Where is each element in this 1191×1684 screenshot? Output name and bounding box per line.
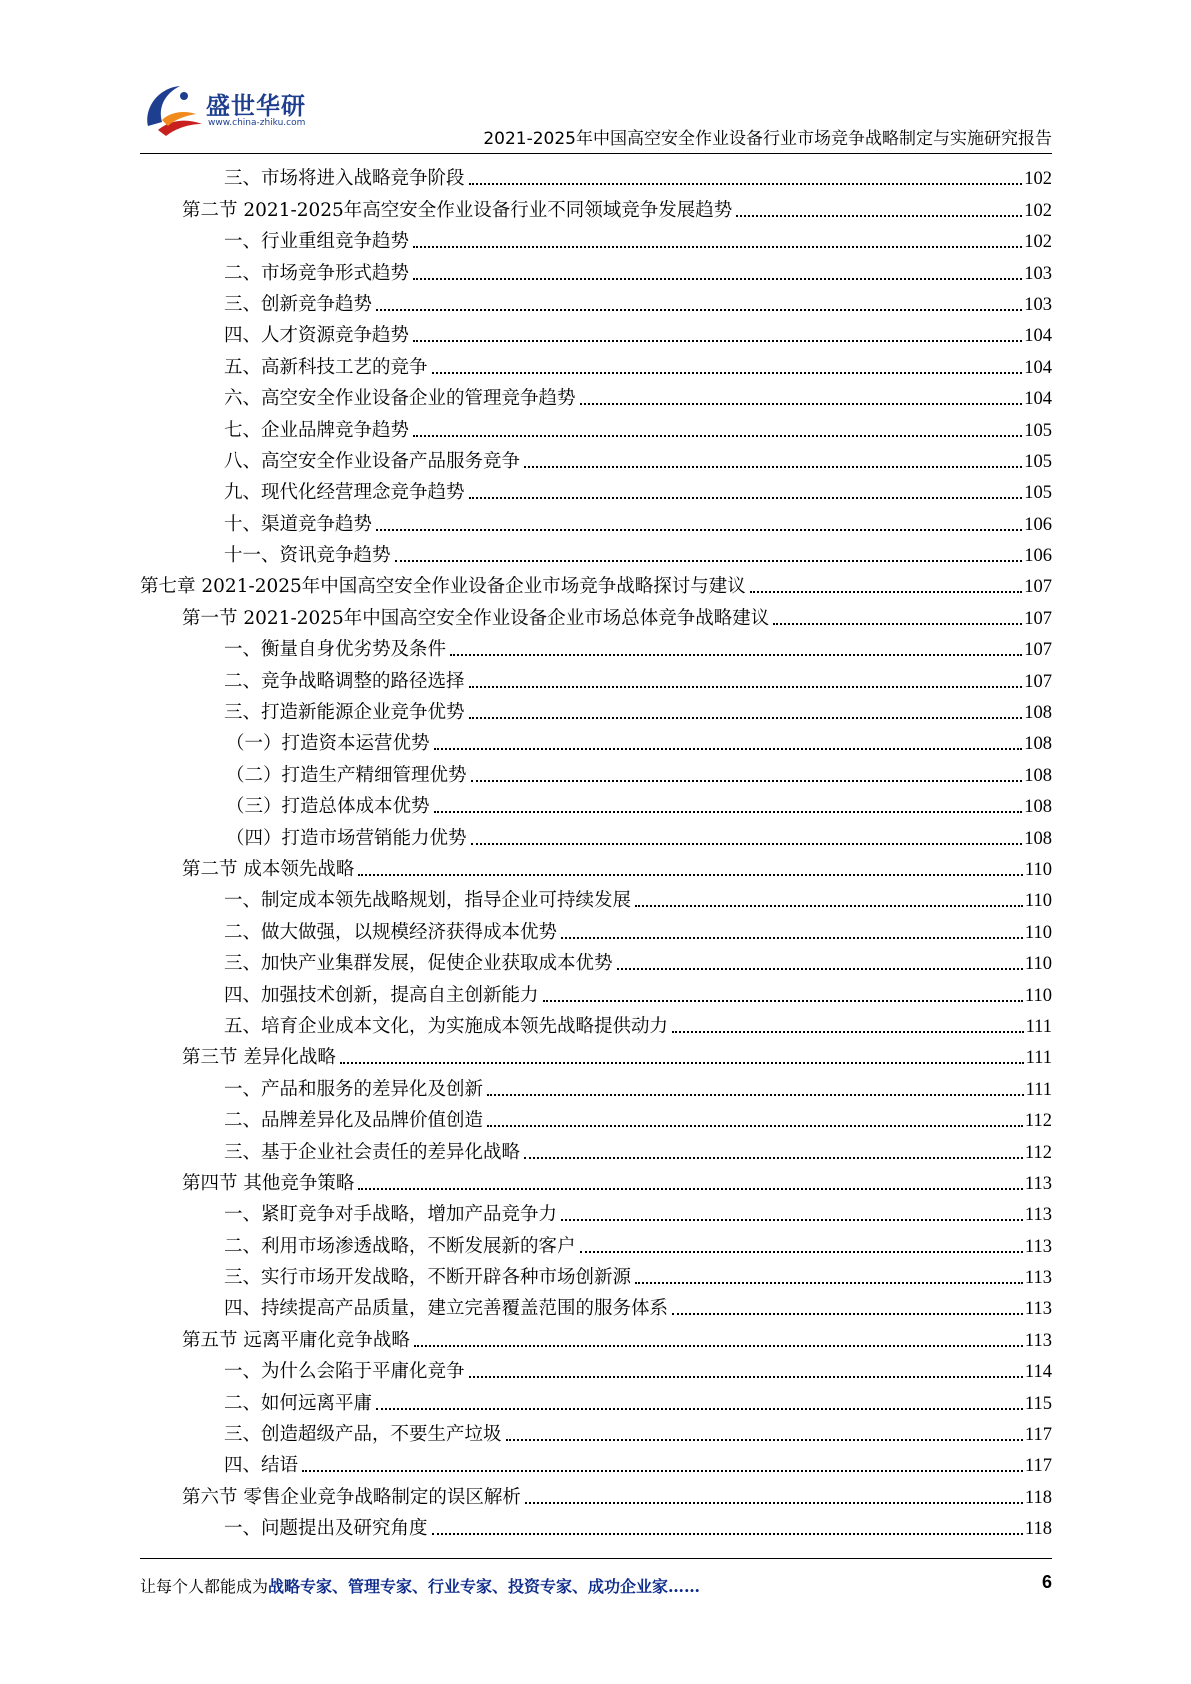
toc-entry[interactable] (140, 725, 1052, 756)
toc-entry-page: 103 (1024, 294, 1052, 315)
toc-entry-label: （一）打造资本运营优势 (226, 733, 430, 755)
toc-entry-label: 七、企业品牌竞争趋势 (224, 419, 410, 441)
toc-entry-label: 四、加强技术创新，提高自主创新能力 (224, 984, 539, 1006)
toc-entry-label: 五、培育企业成本文化，为实施成本领先战略提供动力 (224, 1015, 669, 1037)
toc-entry-page: 102 (1024, 232, 1052, 253)
toc-dot-leader (432, 1533, 1023, 1535)
toc-entry-label: 一、衡量自身优劣势及条件 (224, 639, 447, 661)
toc-entry-label: 第七章 2021-2025年中国高空安全作业设备企业市场竞争战略探讨与建议 (140, 576, 746, 598)
toc-dot-leader (413, 340, 1022, 342)
toc-entry[interactable] (140, 505, 1052, 536)
toc-dot-leader (302, 1470, 1023, 1472)
toc-entry[interactable] (140, 380, 1052, 411)
toc-entry-page: 113 (1024, 1268, 1052, 1289)
toc-entry[interactable] (140, 1133, 1052, 1164)
toc-entry-label: 二、如何远离平庸 (224, 1392, 373, 1414)
toc-dot-leader (376, 309, 1022, 311)
toc-entry-label: 九、现代化经营理念竞争趋势 (224, 482, 465, 504)
toc-entry-label: 六、高空安全作业设备企业的管理竞争趋势 (224, 388, 576, 410)
toc-entry[interactable] (140, 882, 1052, 913)
toc-entry-page: 118 (1024, 1487, 1052, 1508)
toc-entry-page: 105 (1024, 420, 1052, 441)
toc-entry-page: 110 (1024, 891, 1052, 912)
toc-entry[interactable] (140, 1227, 1052, 1258)
toc-entry-label: （二）打造生产精细管理优势 (226, 764, 467, 786)
report-title: 2021-2025年中国高空安全作业设备行业市场竞争战略制定与实施研究报告 (483, 129, 1052, 149)
toc-entry-page: 113 (1024, 1173, 1052, 1194)
table-of-contents (140, 160, 1052, 1541)
toc-entry-page: 107 (1024, 671, 1052, 692)
toc-dot-leader (580, 403, 1023, 405)
toc-entry-page: 111 (1025, 1079, 1052, 1100)
toc-entry-page: 118 (1024, 1519, 1052, 1540)
toc-entry-page: 110 (1024, 859, 1052, 880)
toc-dot-leader (413, 435, 1022, 437)
toc-dot-leader (506, 1439, 1023, 1441)
toc-entry[interactable] (140, 286, 1052, 317)
toc-dot-leader (376, 1408, 1023, 1410)
footer-divider (140, 1558, 1052, 1559)
toc-entry[interactable] (140, 348, 1052, 379)
toc-entry-label: 十一、资讯竞争趋势 (224, 545, 391, 567)
toc-entry-label: 二、利用市场渗透战略，不断发展新的客户 (224, 1235, 576, 1257)
toc-entry-page: 117 (1024, 1456, 1052, 1477)
toc-entry[interactable] (140, 568, 1052, 599)
toc-entry[interactable] (140, 851, 1052, 882)
toc-entry-page: 113 (1024, 1205, 1052, 1226)
toc-entry-page: 110 (1024, 922, 1052, 943)
toc-entry-label: 四、结语 (224, 1455, 299, 1477)
toc-dot-leader (750, 591, 1022, 593)
toc-dot-leader (617, 968, 1023, 970)
toc-dot-leader (635, 1282, 1023, 1284)
toc-entry-label: 三、市场将进入战略竞争阶段 (224, 168, 465, 190)
toc-dot-leader (395, 560, 1023, 562)
toc-dot-leader (525, 1502, 1023, 1504)
toc-dot-leader (471, 843, 1023, 845)
toc-dot-leader (358, 874, 1023, 876)
toc-entry[interactable] (140, 191, 1052, 222)
logo-url: www.china-zhiku.com (208, 118, 306, 128)
toc-entry[interactable] (140, 1353, 1052, 1384)
toc-dot-leader (561, 1219, 1023, 1221)
toc-entry-label: 一、行业重组竞争趋势 (224, 231, 410, 253)
toc-entry-page: 104 (1024, 389, 1052, 410)
toc-entry-page: 115 (1024, 1393, 1052, 1414)
toc-entry-label: 三、基于企业社会责任的差异化战略 (224, 1141, 521, 1163)
toc-entry-label: 二、市场竞争形式趋势 (224, 262, 410, 284)
toc-entry[interactable] (140, 662, 1052, 693)
toc-entry[interactable] (140, 537, 1052, 568)
toc-entry-page: 108 (1024, 734, 1052, 755)
page-footer (140, 1572, 1052, 1600)
toc-entry[interactable] (140, 223, 1052, 254)
toc-entry-page: 117 (1024, 1425, 1052, 1446)
toc-dot-leader (358, 1188, 1023, 1190)
toc-dot-leader (469, 686, 1023, 688)
toc-entry-page: 113 (1024, 1330, 1052, 1351)
toc-entry-page: 103 (1024, 263, 1052, 284)
toc-entry-page: 105 (1024, 483, 1052, 504)
logo-name: 盛世华研 (206, 92, 306, 120)
toc-entry-page: 105 (1024, 451, 1052, 472)
toc-entry[interactable] (140, 1259, 1052, 1290)
toc-entry-label: 三、创造超级产品，不要生产垃圾 (224, 1424, 502, 1446)
toc-entry-page: 112 (1024, 1111, 1052, 1132)
toc-dot-leader (635, 905, 1023, 907)
toc-entry[interactable] (140, 160, 1052, 191)
toc-entry-page: 110 (1024, 954, 1052, 975)
toc-entry[interactable] (140, 1321, 1052, 1352)
toc-dot-leader (469, 1376, 1023, 1378)
toc-dot-leader (471, 780, 1023, 782)
toc-entry-page: 108 (1024, 828, 1052, 849)
toc-dot-leader (376, 529, 1022, 531)
toc-entry-page: 113 (1024, 1299, 1052, 1320)
toc-entry-label: 二、做大做强，以规模经济获得成本优势 (224, 921, 558, 943)
toc-entry[interactable] (140, 1196, 1052, 1227)
toc-entry[interactable] (140, 1008, 1052, 1039)
toc-entry[interactable] (140, 599, 1052, 630)
toc-entry[interactable] (140, 443, 1052, 474)
toc-entry-label: 第六节 零售企业竞争战略制定的误区解析 (182, 1486, 521, 1508)
toc-entry-label: 二、品牌差异化及品牌价值创造 (224, 1110, 484, 1132)
toc-entry[interactable] (140, 1165, 1052, 1196)
toc-dot-leader (469, 717, 1023, 719)
toc-entry[interactable] (140, 474, 1052, 505)
toc-entry[interactable] (140, 913, 1052, 944)
toc-entry[interactable] (140, 819, 1052, 850)
page-number: 6 (1041, 1572, 1052, 1592)
toc-entry-label: 一、制定成本领先战略规划，指导企业可持续发展 (224, 890, 632, 912)
toc-entry-label: 三、实行市场开发战略，不断开辟各种市场创新源 (224, 1267, 632, 1289)
toc-entry-page: 113 (1024, 1236, 1052, 1257)
toc-dot-leader (487, 1094, 1024, 1096)
toc-entry-label: 三、加快产业集群发展，促使企业获取成本优势 (224, 953, 613, 975)
toc-entry-page: 110 (1024, 985, 1052, 1006)
toc-entry-page: 111 (1025, 1048, 1052, 1069)
logo-swoosh-icon (140, 80, 204, 140)
toc-entry[interactable] (140, 317, 1052, 348)
toc-entry-page: 104 (1024, 357, 1052, 378)
toc-entry-page: 107 (1024, 608, 1052, 629)
toc-entry[interactable] (140, 1447, 1052, 1478)
toc-entry-label: 二、竞争战略调整的路径选择 (224, 670, 465, 692)
toc-dot-leader (434, 811, 1023, 813)
toc-entry[interactable] (140, 1416, 1052, 1447)
toc-entry-label: 第四节 其他竞争策略 (182, 1172, 355, 1194)
toc-dot-leader (524, 466, 1022, 468)
toc-entry-label: 十、渠道竞争趋势 (224, 513, 373, 535)
toc-dot-leader (413, 246, 1022, 248)
toc-entry[interactable] (140, 694, 1052, 725)
toc-entry-page: 102 (1024, 169, 1052, 190)
toc-dot-leader (561, 937, 1023, 939)
toc-entry[interactable] (140, 411, 1052, 442)
toc-entry-page: 108 (1024, 797, 1052, 818)
toc-entry-label: 五、高新科技工艺的竞争 (224, 356, 428, 378)
toc-entry[interactable] (140, 1384, 1052, 1415)
toc-entry[interactable] (140, 254, 1052, 285)
toc-entry-page: 114 (1024, 1362, 1052, 1383)
toc-dot-leader (672, 1031, 1024, 1033)
toc-dot-leader (469, 183, 1023, 185)
toc-entry-label: 四、持续提高产品质量，建立完善覆盖范围的服务体系 (224, 1298, 669, 1320)
toc-dot-leader (414, 1345, 1023, 1347)
toc-entry-label: 第二节 2021-2025年高空安全作业设备行业不同领域竞争发展趋势 (182, 199, 733, 221)
toc-entry[interactable] (140, 945, 1052, 976)
toc-entry[interactable] (140, 631, 1052, 662)
toc-dot-leader (580, 1251, 1023, 1253)
toc-entry-page: 104 (1024, 326, 1052, 347)
toc-entry[interactable] (140, 1478, 1052, 1509)
toc-entry[interactable] (140, 1102, 1052, 1133)
toc-dot-leader (413, 278, 1022, 280)
page-header (140, 78, 1052, 150)
toc-entry-page: 111 (1025, 1016, 1052, 1037)
toc-dot-leader (469, 497, 1023, 499)
toc-dot-leader (487, 1125, 1023, 1127)
footer-slogan (140, 1574, 700, 1597)
toc-entry-label: 第三节 差异化战略 (182, 1047, 336, 1069)
toc-entry-label: 一、紧盯竞争对手战略，增加产品竞争力 (224, 1204, 558, 1226)
toc-dot-leader (450, 654, 1022, 656)
toc-entry-label: 第二节 成本领先战略 (182, 858, 355, 880)
toc-dot-leader (672, 1313, 1023, 1315)
toc-entry-page: 107 (1024, 577, 1052, 598)
toc-entry[interactable] (140, 1070, 1052, 1101)
slogan-roles: 战略专家、管理专家、行业专家、投资专家、成功企业家…… (268, 1577, 701, 1596)
toc-entry-label: 一、为什么会陷于平庸化竞争 (224, 1361, 465, 1383)
header-divider (140, 153, 1052, 154)
toc-entry[interactable] (140, 1510, 1052, 1541)
toc-entry[interactable] (140, 788, 1052, 819)
toc-entry-label: 四、人才资源竞争趋势 (224, 325, 410, 347)
toc-entry-page: 107 (1024, 640, 1052, 661)
toc-entry-label: （三）打造总体成本优势 (226, 796, 430, 818)
toc-entry-label: 三、创新竞争趋势 (224, 293, 373, 315)
toc-entry-label: 八、高空安全作业设备产品服务竞争 (224, 450, 521, 472)
toc-entry[interactable] (140, 756, 1052, 787)
company-logo (140, 78, 340, 146)
toc-entry-page: 102 (1024, 200, 1052, 221)
toc-entry-label: 三、打造新能源企业竞争优势 (224, 702, 465, 724)
toc-entry-page: 112 (1024, 1142, 1052, 1163)
toc-entry-page: 108 (1024, 765, 1052, 786)
toc-entry-label: 第一节 2021-2025年中国高空安全作业设备企业市场总体竞争战略建议 (182, 607, 770, 629)
toc-dot-leader (340, 1062, 1024, 1064)
toc-entry-label: 第五节 远离平庸化竞争战略 (182, 1329, 410, 1351)
toc-dot-leader (736, 215, 1022, 217)
toc-dot-leader (524, 1157, 1023, 1159)
toc-entry-label: （四）打造市场营销能力优势 (226, 827, 467, 849)
toc-entry[interactable] (140, 1039, 1052, 1070)
toc-dot-leader (543, 1000, 1023, 1002)
toc-entry-label: 一、问题提出及研究角度 (224, 1518, 428, 1540)
toc-entry-label: 一、产品和服务的差异化及创新 (224, 1078, 484, 1100)
toc-entry-page: 108 (1024, 703, 1052, 724)
toc-entry-page: 106 (1024, 514, 1052, 535)
slogan-lead: 让每个人都能成为 (140, 1577, 269, 1596)
toc-dot-leader (434, 748, 1023, 750)
toc-entry[interactable] (140, 976, 1052, 1007)
toc-dot-leader (773, 623, 1022, 625)
toc-entry[interactable] (140, 1290, 1052, 1321)
toc-entry-page: 106 (1024, 546, 1052, 567)
toc-dot-leader (432, 372, 1023, 374)
